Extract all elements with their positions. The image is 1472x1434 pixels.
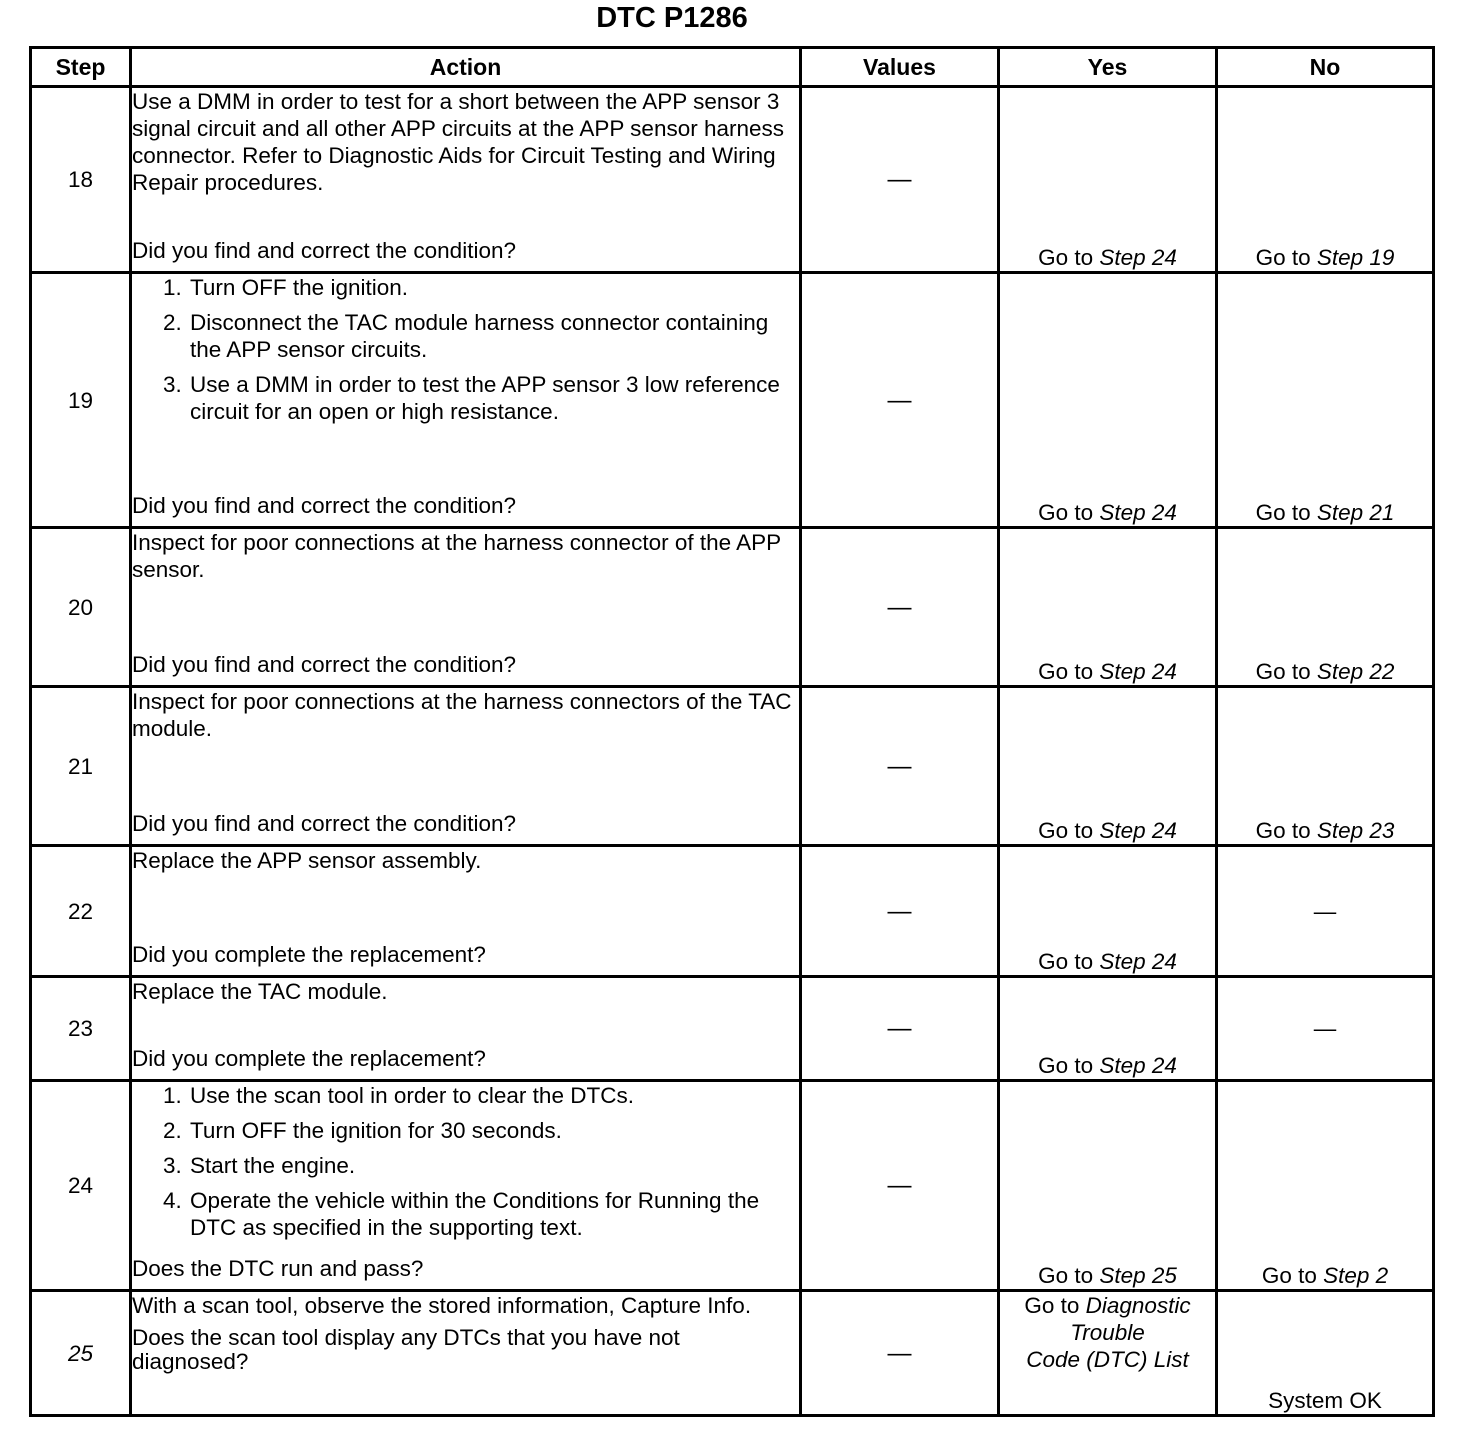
- yes-cell: [999, 1081, 1217, 1291]
- table-row: [31, 87, 1434, 273]
- action-question: Does the DTC run and pass?: [132, 1256, 424, 1281]
- action-question: Did you find and correct the condition?: [132, 652, 516, 677]
- no-cell: —: [1217, 846, 1434, 977]
- yes-cell: [999, 687, 1217, 846]
- header-action: Action: [131, 48, 801, 87]
- action-cell: [131, 846, 801, 977]
- list-item: 2. Disconnect the TAC module harness connector containing the APP sensor circuits.: [188, 309, 799, 363]
- table-row: [31, 273, 1434, 528]
- action-text: Inspect for poor connections at the harness connectors of the TAC module.: [132, 689, 792, 741]
- action-text: Replace the TAC module.: [132, 979, 388, 1004]
- header-step: Step: [31, 48, 131, 87]
- yes-prefix: Go to: [1038, 659, 1100, 684]
- action-cell: [131, 687, 801, 846]
- step-number: 22: [31, 846, 131, 977]
- header-row: [31, 48, 1434, 87]
- yes-step-link[interactable]: Step 24: [1099, 1053, 1177, 1078]
- values-cell: —: [801, 687, 999, 846]
- list-item: 3. Use a DMM in order to test the APP sensor 3 low reference circuit for an open or high resistance.: [188, 371, 799, 425]
- yes-step-link[interactable]: Step 24: [1099, 500, 1177, 525]
- yes-cell: [999, 1291, 1217, 1416]
- yes-dtc-list-link[interactable]: Diagnostic: [1085, 1293, 1191, 1318]
- yes-prefix: Go to: [1038, 245, 1100, 270]
- yes-dtc-list-link-line[interactable]: Trouble: [1070, 1320, 1145, 1345]
- yes-prefix: Go to: [1038, 818, 1100, 843]
- step-number: 20: [31, 528, 131, 687]
- action-cell: [131, 87, 801, 273]
- header-yes: Yes: [999, 48, 1217, 87]
- action-text: Replace the APP sensor assembly.: [132, 848, 482, 873]
- action-question: Did you complete the replacement?: [132, 942, 486, 967]
- no-step-link[interactable]: Step 21: [1316, 500, 1395, 525]
- yes-dtc-list-link-line[interactable]: Code (DTC) List: [1026, 1347, 1189, 1372]
- yes-step-link[interactable]: Step 24: [1099, 949, 1177, 974]
- yes-cell: [999, 528, 1217, 687]
- table-row: [31, 687, 1434, 846]
- yes-prefix: Go to: [1038, 949, 1100, 974]
- no-step-link[interactable]: Step 23: [1316, 818, 1395, 843]
- action-text: Use a DMM in order to test for a short between the APP sensor 3 signal circuit and all other APP circuits at the APP sensor harness connector. Refer to Diagnostic Aids for Circuit Testing and Wiring Repair procedures.: [132, 89, 785, 195]
- no-prefix: Go to: [1261, 1263, 1324, 1288]
- dtc-table: [29, 46, 1435, 1417]
- table-row: [31, 846, 1434, 977]
- no-cell: [1217, 1081, 1434, 1291]
- values-cell: —: [801, 977, 999, 1081]
- page-title: DTC P1286: [596, 2, 748, 34]
- step-number: 21: [31, 687, 131, 846]
- no-prefix: Go to: [1255, 818, 1317, 843]
- table-row: [31, 528, 1434, 687]
- yes-prefix: Go to: [1038, 1263, 1100, 1288]
- list-item: 4. Operate the vehicle within the Conditions for Running the DTC as specified in the supporting text.: [188, 1187, 799, 1241]
- yes-cell: [999, 977, 1217, 1081]
- step-number: 18: [31, 87, 131, 273]
- yes-step-link[interactable]: Step 25: [1099, 1263, 1177, 1288]
- list-item: 3. Start the engine.: [188, 1152, 799, 1179]
- action-question: Did you find and correct the condition?: [132, 811, 516, 836]
- action-list: [132, 274, 799, 433]
- table-row: [31, 1291, 1434, 1416]
- step-number: 24: [31, 1081, 131, 1291]
- yes-prefix: Go to: [1024, 1293, 1080, 1318]
- values-cell: —: [801, 1291, 999, 1416]
- values-cell: —: [801, 273, 999, 528]
- no-prefix: Go to: [1255, 500, 1317, 525]
- no-step-link[interactable]: Step 22: [1316, 659, 1395, 684]
- no-step-link[interactable]: Step 19: [1316, 245, 1395, 270]
- action-question: Did you find and correct the condition?: [132, 493, 516, 518]
- step-number: 25: [31, 1291, 131, 1416]
- no-cell: —: [1217, 977, 1434, 1081]
- yes-cell: [999, 87, 1217, 273]
- step-number: 19: [31, 273, 131, 528]
- table-row: [31, 977, 1434, 1081]
- values-cell: —: [801, 528, 999, 687]
- no-cell: [1217, 528, 1434, 687]
- header-values: Values: [801, 48, 999, 87]
- yes-step-link[interactable]: Step 24: [1099, 818, 1177, 843]
- header-no: No: [1217, 48, 1434, 87]
- action-question: Did you find and correct the condition?: [132, 238, 516, 263]
- no-prefix: Go to: [1255, 245, 1317, 270]
- yes-step-link[interactable]: Step 24: [1099, 245, 1177, 270]
- yes-prefix: Go to: [1038, 500, 1100, 525]
- action-text: Inspect for poor connections at the harness connector of the APP sensor.: [132, 530, 781, 582]
- no-cell: [1217, 273, 1434, 528]
- action-question: Does the scan tool display any DTCs that you have not diagnosed?: [132, 1325, 680, 1374]
- yes-step-link[interactable]: Step 24: [1099, 659, 1177, 684]
- values-cell: —: [801, 846, 999, 977]
- no-cell: [1217, 687, 1434, 846]
- table-row: [31, 1081, 1434, 1291]
- no-step-link[interactable]: Step 2: [1323, 1263, 1389, 1288]
- values-cell: —: [801, 87, 999, 273]
- action-cell: [131, 1291, 801, 1416]
- values-cell: —: [801, 1081, 999, 1291]
- yes-cell: [999, 273, 1217, 528]
- action-question: Did you complete the replacement?: [132, 1046, 486, 1071]
- no-cell: [1217, 87, 1434, 273]
- action-cell: [131, 1081, 801, 1291]
- yes-prefix: Go to: [1038, 1053, 1100, 1078]
- list-item: 2. Turn OFF the ignition for 30 seconds.: [188, 1117, 799, 1144]
- yes-cell: [999, 846, 1217, 977]
- list-item: 1. Use the scan tool in order to clear the DTCs.: [188, 1082, 799, 1109]
- action-list: [132, 1082, 799, 1241]
- list-item: 1. Turn OFF the ignition.: [188, 274, 799, 301]
- action-cell: [131, 273, 801, 528]
- no-cell: System OK: [1217, 1291, 1434, 1416]
- action-text: With a scan tool, observe the stored information, Capture Info.: [132, 1293, 752, 1318]
- action-cell: [131, 528, 801, 687]
- no-prefix: Go to: [1255, 659, 1317, 684]
- step-number: 23: [31, 977, 131, 1081]
- action-cell: [131, 977, 801, 1081]
